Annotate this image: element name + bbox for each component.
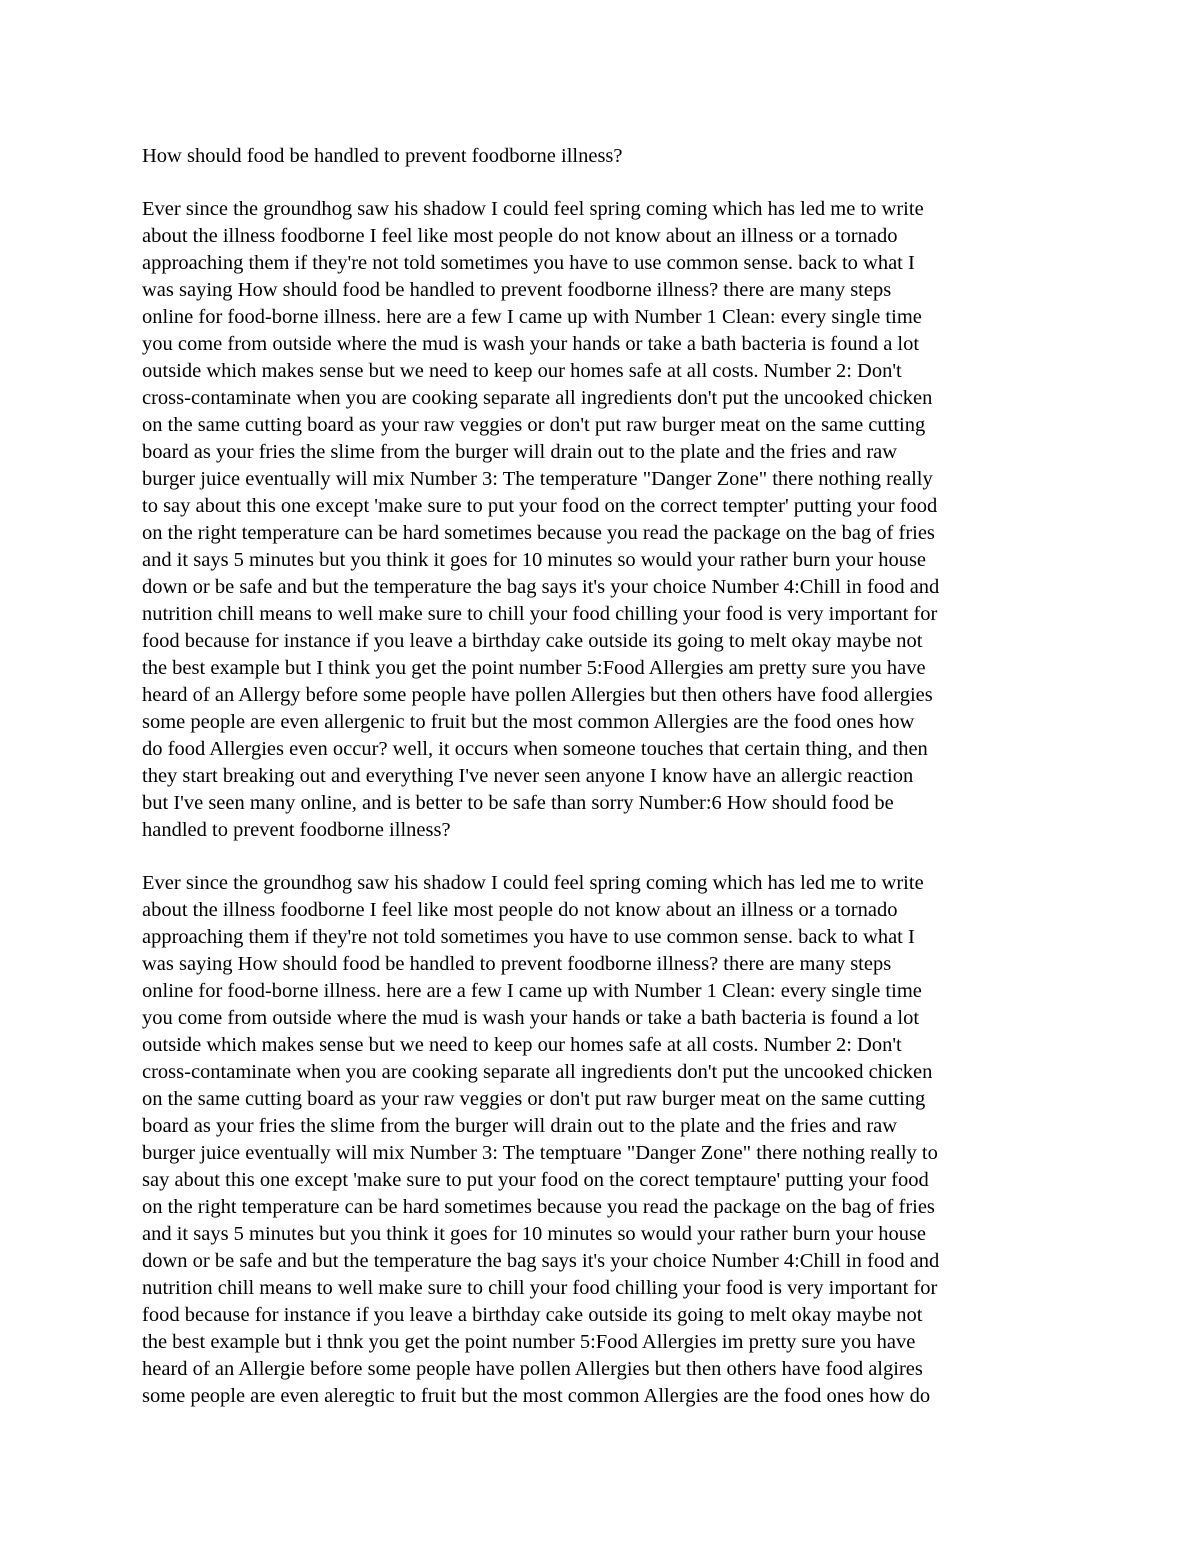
text-line: heard of an Allergie before some people have pollen Allergies but then others have food algires xyxy=(142,1358,923,1380)
text-line: to say about this one except 'make sure to put your food on the correct tempter' putting your food xyxy=(142,495,938,517)
paragraph xyxy=(142,870,1062,1410)
text-line: Ever since the groundhog saw his shadow I could feel spring coming which has led me to write xyxy=(142,872,924,894)
text-line: was saying How should food be handled to prevent foodborne illness? there are many steps xyxy=(142,279,892,301)
text-line: on the right temperature can be hard sometimes because you read the package on the bag of fries xyxy=(142,522,935,544)
text-line: about the illness foodborne I feel like most people do not know about an illness or a tornado xyxy=(142,225,898,247)
text-line: online for food-borne illness. here are a few I came up with Number 1 Clean: every single time xyxy=(142,980,922,1002)
text-line: handled to prevent foodborne illness? xyxy=(142,819,451,841)
paragraph xyxy=(142,196,1062,844)
text-line: cross-contaminate when you are cooking separate all ingredients don't put the uncooked chicken xyxy=(142,387,933,409)
text-line: the best example but I think you get the point number 5:Food Allergies am pretty sure you have xyxy=(142,657,926,679)
text-line: and it says 5 minutes but you think it goes for 10 minutes so would your rather burn your house xyxy=(142,549,927,571)
text-line: on the same cutting board as your raw veggies or don't put raw burger meat on the same cutting xyxy=(142,414,926,436)
text-line: heard of an Allergy before some people have pollen Allergies but then others have food allergies xyxy=(142,684,933,706)
text-line: some people are even aleregtic to fruit but the most common Allergies are the food ones how do xyxy=(142,1385,931,1407)
text-line: they start breaking out and everything I've never seen anyone I know have an allergic reaction xyxy=(142,765,914,787)
text-line: board as your fries the slime from the burger will drain out to the plate and the fries and raw xyxy=(142,1115,898,1137)
text-line: you come from outside where the mud is wash your hands or take a bath bacteria is found a lot xyxy=(142,333,920,355)
text-line: outside which makes sense but we need to keep our homes safe at all costs. Number 2: Don't xyxy=(142,1034,902,1056)
document-title: How should food be handled to prevent foodborne illness? xyxy=(142,145,623,167)
text-line: down or be safe and but the temperature the bag says it's your choice Number 4:Chill in food and xyxy=(142,576,940,598)
document-body xyxy=(142,143,1062,1436)
text-line: about the illness foodborne I feel like most people do not know about an illness or a tornado xyxy=(142,899,898,921)
text-line: food because for instance if you leave a birthday cake outside its going to melt okay maybe not xyxy=(142,630,923,652)
text-line: the best example but i thnk you get the point number 5:Food Allergies im pretty sure you have xyxy=(142,1331,916,1353)
text-line: burger juice eventually will mix Number 3: The temptuare "Danger Zone" there nothing really to xyxy=(142,1142,938,1164)
text-line: some people are even allergenic to fruit but the most common Allergies are the food ones how xyxy=(142,711,915,733)
text-line: say about this one except 'make sure to put your food on the corect temptaure' putting your food xyxy=(142,1169,929,1191)
text-line: burger juice eventually will mix Number 3: The temperature "Danger Zone" there nothing really xyxy=(142,468,933,490)
text-line: nutrition chill means to well make sure to chill your food chilling your food is very important for xyxy=(142,603,938,625)
text-line: was saying How should food be handled to prevent foodborne illness? there are many steps xyxy=(142,953,892,975)
text-line: do food Allergies even occur? well, it occurs when someone touches that certain thing, and then xyxy=(142,738,928,760)
text-line: food because for instance if you leave a birthday cake outside its going to melt okay maybe not xyxy=(142,1304,923,1326)
text-line: and it says 5 minutes but you think it goes for 10 minutes so would your rather burn your house xyxy=(142,1223,927,1245)
text-line: approaching them if they're not told sometimes you have to use common sense. back to what I xyxy=(142,926,915,948)
text-line: on the right temperature can be hard sometimes because you read the package on the bag of fries xyxy=(142,1196,935,1218)
text-line: cross-contaminate when you are cooking separate all ingredients don't put the uncooked chicken xyxy=(142,1061,933,1083)
text-line: nutrition chill means to well make sure to chill your food chilling your food is very important for xyxy=(142,1277,938,1299)
text-line: down or be safe and but the temperature the bag says it's your choice Number 4:Chill in food and xyxy=(142,1250,940,1272)
text-line: outside which makes sense but we need to keep our homes safe at all costs. Number 2: Don't xyxy=(142,360,902,382)
text-line: on the same cutting board as your raw veggies or don't put raw burger meat on the same cutting xyxy=(142,1088,926,1110)
text-line: Ever since the groundhog saw his shadow I could feel spring coming which has led me to write xyxy=(142,198,924,220)
text-line: board as your fries the slime from the burger will drain out to the plate and the fries and raw xyxy=(142,441,898,463)
text-line: but I've seen many online, and is better to be safe than sorry Number:6 How should food be xyxy=(142,792,894,814)
text-line: online for food-borne illness. here are a few I came up with Number 1 Clean: every single time xyxy=(142,306,922,328)
text-line: approaching them if they're not told sometimes you have to use common sense. back to what I xyxy=(142,252,915,274)
text-line: you come from outside where the mud is wash your hands or take a bath bacteria is found a lot xyxy=(142,1007,920,1029)
